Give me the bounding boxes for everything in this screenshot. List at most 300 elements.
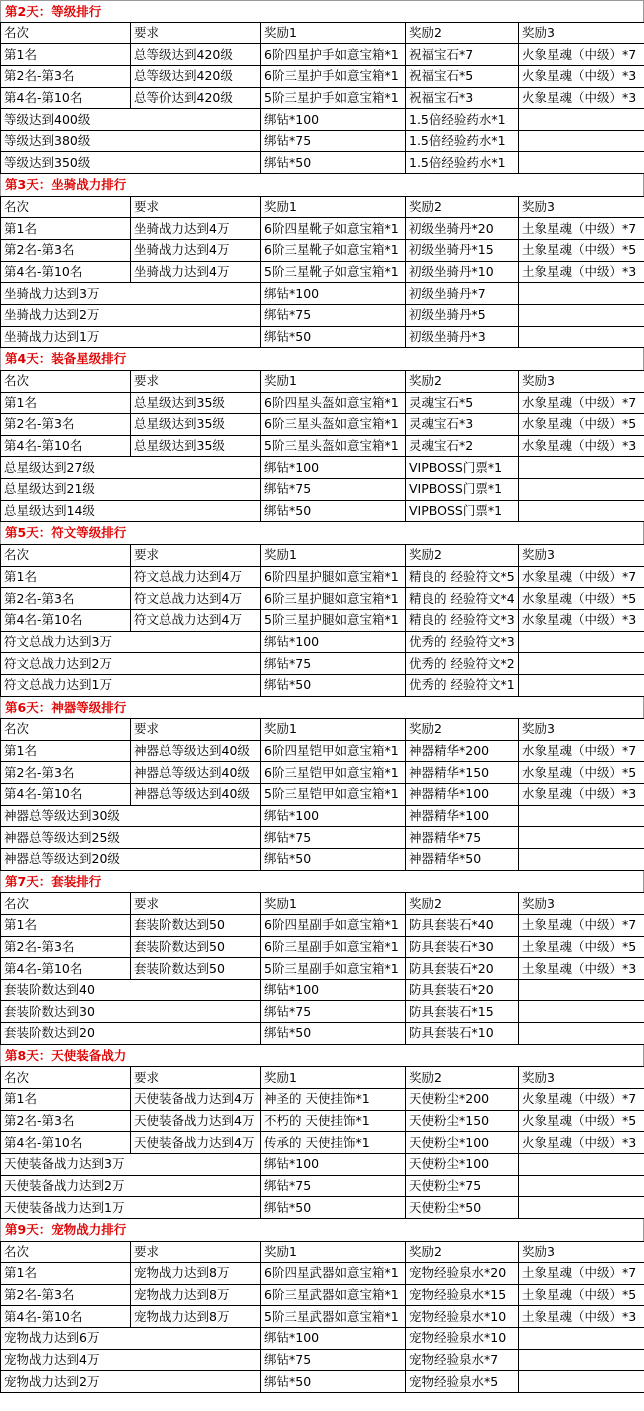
reward2-cell: 宠物经验泉水*5 bbox=[406, 1371, 519, 1393]
reward1-cell: 5阶三星副手如意宝箱*1 bbox=[261, 958, 406, 980]
table-row bbox=[1, 566, 644, 588]
reward2-cell: 初级坐骑丹*20 bbox=[406, 218, 519, 240]
table-row bbox=[1, 1132, 644, 1154]
requirement-cell: 符文总战力达到4万 bbox=[131, 609, 261, 631]
rank-cell: 神器总等级达到30级 bbox=[1, 805, 261, 827]
reward3-cell bbox=[519, 1153, 644, 1175]
table-header-row bbox=[1, 545, 644, 567]
reward1-cell: 绑钻*100 bbox=[261, 1328, 406, 1350]
table-row bbox=[1, 44, 644, 66]
rank-cell: 第2名-第3名 bbox=[1, 762, 131, 784]
reward1-cell: 绑钻*75 bbox=[261, 653, 406, 675]
reward2-cell: 神器精华*75 bbox=[406, 827, 519, 849]
rank-cell: 第4名-第10名 bbox=[1, 1306, 131, 1328]
table-row bbox=[1, 240, 644, 262]
reward1-cell: 绑钻*100 bbox=[261, 109, 406, 131]
requirement-cell: 总星级达到35级 bbox=[131, 414, 261, 436]
reward3-cell: 土象星魂（中级）*5 bbox=[519, 1284, 644, 1306]
table-header-row bbox=[1, 196, 644, 218]
reward2-cell: 防具套装石*20 bbox=[406, 958, 519, 980]
table-row bbox=[1, 457, 644, 479]
table-row bbox=[1, 1153, 644, 1175]
table-row bbox=[1, 283, 644, 305]
rank-cell: 第4名-第10名 bbox=[1, 609, 131, 631]
requirement-cell: 总等级达到420级 bbox=[131, 44, 261, 66]
table-header-row bbox=[1, 1241, 644, 1263]
reward1-cell: 神圣的 天使挂饰*1 bbox=[261, 1089, 406, 1111]
reward3-cell: 土象星魂（中级）*5 bbox=[519, 936, 644, 958]
column-header: 名次 bbox=[1, 1241, 131, 1263]
requirement-cell: 宠物战力达到8万 bbox=[131, 1306, 261, 1328]
reward3-cell: 土象星魂（中级）*3 bbox=[519, 1306, 644, 1328]
requirement-cell: 套装阶数达到50 bbox=[131, 936, 261, 958]
table-row bbox=[1, 65, 644, 87]
column-header: 奖励1 bbox=[261, 893, 406, 915]
reward2-cell: 宠物经验泉水*20 bbox=[406, 1263, 519, 1285]
reward2-cell: 灵魂宝石*2 bbox=[406, 435, 519, 457]
rank-cell: 套装阶数达到30 bbox=[1, 1001, 261, 1023]
rank-cell: 坐骑战力达到3万 bbox=[1, 283, 261, 305]
table-row bbox=[1, 1197, 644, 1219]
table-row bbox=[1, 414, 644, 436]
reward2-cell: 天使粉尘*150 bbox=[406, 1110, 519, 1132]
reward3-cell: 火象星魂（中级）*5 bbox=[519, 1110, 644, 1132]
rank-cell: 第4名-第10名 bbox=[1, 1132, 131, 1154]
requirement-cell: 天使装备战力达到4万 bbox=[131, 1089, 261, 1111]
reward3-cell bbox=[519, 1023, 644, 1045]
section-title: 第2天：等级排行 bbox=[0, 0, 644, 22]
reward2-cell: 祝福宝石*7 bbox=[406, 44, 519, 66]
rank-cell: 第4名-第10名 bbox=[1, 958, 131, 980]
reward3-cell bbox=[519, 283, 644, 305]
reward1-cell: 6阶三星武器如意宝箱*1 bbox=[261, 1284, 406, 1306]
column-header: 奖励1 bbox=[261, 196, 406, 218]
reward1-cell: 绑钻*50 bbox=[261, 674, 406, 696]
reward2-cell: 初级坐骑丹*5 bbox=[406, 304, 519, 326]
column-header: 名次 bbox=[1, 196, 131, 218]
table-row bbox=[1, 979, 644, 1001]
reward3-cell bbox=[519, 1349, 644, 1371]
column-header: 要求 bbox=[131, 893, 261, 915]
rank-cell: 等级达到400级 bbox=[1, 109, 261, 131]
column-header: 奖励2 bbox=[406, 893, 519, 915]
column-header: 名次 bbox=[1, 545, 131, 567]
ranking-table bbox=[0, 1066, 644, 1218]
reward1-cell: 绑钻*75 bbox=[261, 1175, 406, 1197]
column-header: 奖励2 bbox=[406, 196, 519, 218]
table-row bbox=[1, 87, 644, 109]
reward2-cell: 宠物经验泉水*10 bbox=[406, 1328, 519, 1350]
column-header: 要求 bbox=[131, 370, 261, 392]
rank-cell: 总星级达到21级 bbox=[1, 479, 261, 501]
requirement-cell: 总等价达到420级 bbox=[131, 87, 261, 109]
table-row bbox=[1, 130, 644, 152]
reward1-cell: 绑钻*50 bbox=[261, 848, 406, 870]
reward2-cell: 天使粉尘*75 bbox=[406, 1175, 519, 1197]
column-header: 奖励1 bbox=[261, 370, 406, 392]
table-row bbox=[1, 588, 644, 610]
rank-cell: 符文总战力达到2万 bbox=[1, 653, 261, 675]
reward2-cell: 神器精华*150 bbox=[406, 762, 519, 784]
table-row bbox=[1, 1089, 644, 1111]
rank-cell: 第2名-第3名 bbox=[1, 65, 131, 87]
reward1-cell: 6阶三星护腿如意宝箱*1 bbox=[261, 588, 406, 610]
rank-cell: 第1名 bbox=[1, 44, 131, 66]
reward1-cell: 5阶三星护手如意宝箱*1 bbox=[261, 87, 406, 109]
requirement-cell: 宠物战力达到8万 bbox=[131, 1263, 261, 1285]
table-row bbox=[1, 152, 644, 174]
column-header: 要求 bbox=[131, 196, 261, 218]
rank-cell: 第1名 bbox=[1, 1263, 131, 1285]
reward2-cell: 初级坐骑丹*10 bbox=[406, 261, 519, 283]
reward1-cell: 5阶三星武器如意宝箱*1 bbox=[261, 1306, 406, 1328]
column-header: 名次 bbox=[1, 893, 131, 915]
reward3-cell bbox=[519, 326, 644, 348]
reward3-cell: 水象星魂（中级）*3 bbox=[519, 784, 644, 806]
ranking-table bbox=[0, 718, 644, 870]
rank-cell: 天使装备战力达到1万 bbox=[1, 1197, 261, 1219]
rank-cell: 宠物战力达到2万 bbox=[1, 1371, 261, 1393]
reward1-cell: 6阶三星靴子如意宝箱*1 bbox=[261, 240, 406, 262]
rank-cell: 第4名-第10名 bbox=[1, 784, 131, 806]
table-row bbox=[1, 784, 644, 806]
requirement-cell: 天使装备战力达到4万 bbox=[131, 1132, 261, 1154]
column-header: 要求 bbox=[131, 1241, 261, 1263]
column-header: 奖励2 bbox=[406, 370, 519, 392]
reward2-cell: 初级坐骑丹*15 bbox=[406, 240, 519, 262]
rank-cell: 宠物战力达到4万 bbox=[1, 1349, 261, 1371]
reward3-cell: 水象星魂（中级）*7 bbox=[519, 566, 644, 588]
table-header-row bbox=[1, 893, 644, 915]
ranking-table bbox=[0, 196, 644, 348]
section-title: 第8天：天使装备战力 bbox=[0, 1045, 644, 1067]
reward2-cell: 天使粉尘*100 bbox=[406, 1153, 519, 1175]
column-header: 奖励2 bbox=[406, 545, 519, 567]
reward1-cell: 6阶三星头盔如意宝箱*1 bbox=[261, 414, 406, 436]
reward3-cell: 水象星魂（中级）*5 bbox=[519, 414, 644, 436]
reward1-cell: 6阶三星护手如意宝箱*1 bbox=[261, 65, 406, 87]
rank-cell: 第1名 bbox=[1, 914, 131, 936]
table-row bbox=[1, 674, 644, 696]
reward2-cell: 防具套装石*10 bbox=[406, 1023, 519, 1045]
table-row bbox=[1, 609, 644, 631]
table-row bbox=[1, 1306, 644, 1328]
table-row bbox=[1, 304, 644, 326]
table-header-row bbox=[1, 22, 644, 44]
table-row bbox=[1, 1023, 644, 1045]
reward2-cell: 1.5倍经验药水*1 bbox=[406, 152, 519, 174]
reward1-cell: 6阶四星副手如意宝箱*1 bbox=[261, 914, 406, 936]
reward3-cell bbox=[519, 631, 644, 653]
reward3-cell bbox=[519, 827, 644, 849]
reward2-cell: VIPBOSS门票*1 bbox=[406, 457, 519, 479]
reward3-cell bbox=[519, 130, 644, 152]
reward1-cell: 绑钻*75 bbox=[261, 1349, 406, 1371]
reward3-cell bbox=[519, 1175, 644, 1197]
rank-cell: 天使装备战力达到3万 bbox=[1, 1153, 261, 1175]
reward3-cell bbox=[519, 479, 644, 501]
column-header: 奖励3 bbox=[519, 196, 644, 218]
requirement-cell: 天使装备战力达到4万 bbox=[131, 1110, 261, 1132]
requirement-cell: 神器总等级达到40级 bbox=[131, 784, 261, 806]
reward2-cell: 灵魂宝石*3 bbox=[406, 414, 519, 436]
section-title: 第4天：装备星级排行 bbox=[0, 348, 644, 370]
table-row bbox=[1, 218, 644, 240]
reward1-cell: 绑钻*50 bbox=[261, 326, 406, 348]
rank-cell: 第1名 bbox=[1, 218, 131, 240]
reward1-cell: 5阶三星靴子如意宝箱*1 bbox=[261, 261, 406, 283]
reward2-cell: 防具套装石*30 bbox=[406, 936, 519, 958]
column-header: 奖励3 bbox=[519, 545, 644, 567]
table-row bbox=[1, 326, 644, 348]
rank-cell: 第2名-第3名 bbox=[1, 414, 131, 436]
reward3-cell: 土象星魂（中级）*7 bbox=[519, 914, 644, 936]
reward2-cell: 灵魂宝石*5 bbox=[406, 392, 519, 414]
rank-cell: 符文总战力达到1万 bbox=[1, 674, 261, 696]
requirement-cell: 符文总战力达到4万 bbox=[131, 566, 261, 588]
requirement-cell: 神器总等级达到40级 bbox=[131, 740, 261, 762]
rank-cell: 坐骑战力达到2万 bbox=[1, 304, 261, 326]
reward1-cell: 绑钻*100 bbox=[261, 631, 406, 653]
reward3-cell bbox=[519, 109, 644, 131]
reward3-cell: 水象星魂（中级）*5 bbox=[519, 762, 644, 784]
reward2-cell: 精良的 经验符文*4 bbox=[406, 588, 519, 610]
reward2-cell: 优秀的 经验符文*3 bbox=[406, 631, 519, 653]
requirement-cell: 坐骑战力达到4万 bbox=[131, 218, 261, 240]
requirement-cell: 总星级达到35级 bbox=[131, 392, 261, 414]
column-header: 奖励2 bbox=[406, 1067, 519, 1089]
rank-cell: 第4名-第10名 bbox=[1, 87, 131, 109]
reward1-cell: 绑钻*50 bbox=[261, 152, 406, 174]
reward3-cell: 土象星魂（中级）*3 bbox=[519, 958, 644, 980]
column-header: 要求 bbox=[131, 22, 261, 44]
reward3-cell: 土象星魂（中级）*5 bbox=[519, 240, 644, 262]
section-title: 第5天：符文等级排行 bbox=[0, 522, 644, 544]
reward3-cell: 火象星魂（中级）*3 bbox=[519, 65, 644, 87]
reward1-cell: 5阶三星护腿如意宝箱*1 bbox=[261, 609, 406, 631]
table-row bbox=[1, 631, 644, 653]
reward2-cell: 防具套装石*15 bbox=[406, 1001, 519, 1023]
column-header: 奖励2 bbox=[406, 1241, 519, 1263]
requirement-cell: 神器总等级达到40级 bbox=[131, 762, 261, 784]
table-header-row bbox=[1, 719, 644, 741]
reward1-cell: 绑钻*75 bbox=[261, 479, 406, 501]
column-header: 奖励1 bbox=[261, 1067, 406, 1089]
table-header-row bbox=[1, 370, 644, 392]
rank-cell: 第4名-第10名 bbox=[1, 261, 131, 283]
rank-cell: 等级达到380级 bbox=[1, 130, 261, 152]
reward1-cell: 6阶四星铠甲如意宝箱*1 bbox=[261, 740, 406, 762]
rank-cell: 总星级达到27级 bbox=[1, 457, 261, 479]
reward1-cell: 6阶四星护手如意宝箱*1 bbox=[261, 44, 406, 66]
reward3-cell: 水象星魂（中级）*3 bbox=[519, 435, 644, 457]
table-row bbox=[1, 848, 644, 870]
column-header: 奖励1 bbox=[261, 545, 406, 567]
reward2-cell: 优秀的 经验符文*1 bbox=[406, 674, 519, 696]
reward2-cell: 宠物经验泉水*15 bbox=[406, 1284, 519, 1306]
reward3-cell bbox=[519, 152, 644, 174]
table-row bbox=[1, 1263, 644, 1285]
table-row bbox=[1, 392, 644, 414]
column-header: 要求 bbox=[131, 1067, 261, 1089]
reward2-cell: 天使粉尘*50 bbox=[406, 1197, 519, 1219]
column-header: 奖励3 bbox=[519, 1241, 644, 1263]
column-header: 要求 bbox=[131, 719, 261, 741]
column-header: 奖励3 bbox=[519, 1067, 644, 1089]
rank-cell: 神器总等级达到20级 bbox=[1, 848, 261, 870]
reward3-cell bbox=[519, 1197, 644, 1219]
rank-cell: 符文总战力达到3万 bbox=[1, 631, 261, 653]
reward3-cell bbox=[519, 1328, 644, 1350]
reward2-cell: 神器精华*50 bbox=[406, 848, 519, 870]
column-header: 奖励1 bbox=[261, 719, 406, 741]
reward2-cell: 神器精华*200 bbox=[406, 740, 519, 762]
table-row bbox=[1, 653, 644, 675]
reward1-cell: 不朽的 天使挂饰*1 bbox=[261, 1110, 406, 1132]
table-row bbox=[1, 1349, 644, 1371]
table-row bbox=[1, 261, 644, 283]
reward3-cell: 火象星魂（中级）*3 bbox=[519, 1132, 644, 1154]
reward3-cell: 火象星魂（中级）*3 bbox=[519, 87, 644, 109]
reward2-cell: 防具套装石*20 bbox=[406, 979, 519, 1001]
reward1-cell: 绑钻*50 bbox=[261, 1023, 406, 1045]
table-row bbox=[1, 1001, 644, 1023]
column-header: 要求 bbox=[131, 545, 261, 567]
reward1-cell: 绑钻*100 bbox=[261, 979, 406, 1001]
reward3-cell bbox=[519, 457, 644, 479]
reward3-cell bbox=[519, 1371, 644, 1393]
reward2-cell: VIPBOSS门票*1 bbox=[406, 479, 519, 501]
rank-cell: 第4名-第10名 bbox=[1, 435, 131, 457]
reward2-cell: 宠物经验泉水*10 bbox=[406, 1306, 519, 1328]
reward3-cell bbox=[519, 848, 644, 870]
table-row bbox=[1, 109, 644, 131]
column-header: 名次 bbox=[1, 370, 131, 392]
reward2-cell: 天使粉尘*200 bbox=[406, 1089, 519, 1111]
reward3-cell bbox=[519, 653, 644, 675]
ranking-table bbox=[0, 892, 644, 1044]
reward3-cell: 水象星魂（中级）*7 bbox=[519, 740, 644, 762]
reward1-cell: 5阶三星头盔如意宝箱*1 bbox=[261, 435, 406, 457]
reward2-cell: 精良的 经验符文*3 bbox=[406, 609, 519, 631]
rank-cell: 天使装备战力达到2万 bbox=[1, 1175, 261, 1197]
reward1-cell: 6阶三星铠甲如意宝箱*1 bbox=[261, 762, 406, 784]
rank-cell: 第2名-第3名 bbox=[1, 1110, 131, 1132]
requirement-cell: 符文总战力达到4万 bbox=[131, 588, 261, 610]
reward2-cell: VIPBOSS门票*1 bbox=[406, 500, 519, 522]
reward3-cell: 水象星魂（中级）*3 bbox=[519, 609, 644, 631]
reward3-cell bbox=[519, 805, 644, 827]
reward1-cell: 绑钻*75 bbox=[261, 130, 406, 152]
table-row bbox=[1, 1371, 644, 1393]
requirement-cell: 套装阶数达到50 bbox=[131, 958, 261, 980]
table-row bbox=[1, 1175, 644, 1197]
table-row bbox=[1, 435, 644, 457]
section-title: 第6天：神器等级排行 bbox=[0, 697, 644, 719]
reward1-cell: 6阶三星副手如意宝箱*1 bbox=[261, 936, 406, 958]
requirement-cell: 总等级达到420级 bbox=[131, 65, 261, 87]
requirement-cell: 套装阶数达到50 bbox=[131, 914, 261, 936]
reward3-cell: 土象星魂（中级）*7 bbox=[519, 1263, 644, 1285]
reward2-cell: 祝福宝石*5 bbox=[406, 65, 519, 87]
reward1-cell: 绑钻*100 bbox=[261, 457, 406, 479]
reward1-cell: 绑钻*75 bbox=[261, 1001, 406, 1023]
reward3-cell: 水象星魂（中级）*7 bbox=[519, 392, 644, 414]
table-row bbox=[1, 740, 644, 762]
rank-cell: 总星级达到14级 bbox=[1, 500, 261, 522]
ranking-table bbox=[0, 370, 644, 522]
reward3-cell bbox=[519, 979, 644, 1001]
ranking-table bbox=[0, 544, 644, 696]
requirement-cell: 总星级达到35级 bbox=[131, 435, 261, 457]
column-header: 奖励3 bbox=[519, 370, 644, 392]
reward1-cell: 绑钻*100 bbox=[261, 1153, 406, 1175]
reward3-cell bbox=[519, 674, 644, 696]
rank-cell: 坐骑战力达到1万 bbox=[1, 326, 261, 348]
reward1-cell: 绑钻*75 bbox=[261, 304, 406, 326]
rank-cell: 第2名-第3名 bbox=[1, 1284, 131, 1306]
reward1-cell: 绑钻*50 bbox=[261, 1197, 406, 1219]
reward1-cell: 6阶四星护腿如意宝箱*1 bbox=[261, 566, 406, 588]
column-header: 名次 bbox=[1, 1067, 131, 1089]
table-row bbox=[1, 500, 644, 522]
rank-cell: 套装阶数达到20 bbox=[1, 1023, 261, 1045]
table-row bbox=[1, 762, 644, 784]
reward3-cell bbox=[519, 500, 644, 522]
column-header: 名次 bbox=[1, 719, 131, 741]
rank-cell: 第1名 bbox=[1, 740, 131, 762]
reward3-cell: 水象星魂（中级）*5 bbox=[519, 588, 644, 610]
reward3-cell: 土象星魂（中级）*7 bbox=[519, 218, 644, 240]
rank-cell: 第2名-第3名 bbox=[1, 240, 131, 262]
reward1-cell: 绑钻*100 bbox=[261, 805, 406, 827]
table-row bbox=[1, 805, 644, 827]
reward3-cell bbox=[519, 1001, 644, 1023]
table-row bbox=[1, 958, 644, 980]
reward2-cell: 天使粉尘*100 bbox=[406, 1132, 519, 1154]
column-header: 奖励1 bbox=[261, 22, 406, 44]
rank-cell: 套装阶数达到40 bbox=[1, 979, 261, 1001]
table-row bbox=[1, 1284, 644, 1306]
column-header: 奖励3 bbox=[519, 719, 644, 741]
column-header: 奖励2 bbox=[406, 22, 519, 44]
reward2-cell: 初级坐骑丹*7 bbox=[406, 283, 519, 305]
column-header: 奖励1 bbox=[261, 1241, 406, 1263]
section-title: 第7天：套装排行 bbox=[0, 871, 644, 893]
reward1-cell: 绑钻*50 bbox=[261, 500, 406, 522]
reward3-cell: 火象星魂（中级）*7 bbox=[519, 44, 644, 66]
reward2-cell: 防具套装石*40 bbox=[406, 914, 519, 936]
table-row bbox=[1, 827, 644, 849]
reward2-cell: 神器精华*100 bbox=[406, 805, 519, 827]
column-header: 奖励3 bbox=[519, 893, 644, 915]
rank-cell: 等级达到350级 bbox=[1, 152, 261, 174]
reward3-cell: 火象星魂（中级）*7 bbox=[519, 1089, 644, 1111]
column-header: 名次 bbox=[1, 22, 131, 44]
rank-cell: 第1名 bbox=[1, 566, 131, 588]
reward1-cell: 绑钻*50 bbox=[261, 1371, 406, 1393]
reward2-cell: 初级坐骑丹*3 bbox=[406, 326, 519, 348]
reward2-cell: 1.5倍经验药水*1 bbox=[406, 130, 519, 152]
requirement-cell: 宠物战力达到8万 bbox=[131, 1284, 261, 1306]
reward2-cell: 祝福宝石*3 bbox=[406, 87, 519, 109]
reward2-cell: 神器精华*100 bbox=[406, 784, 519, 806]
table-row bbox=[1, 1328, 644, 1350]
reward2-cell: 精良的 经验符文*5 bbox=[406, 566, 519, 588]
reward2-cell: 宠物经验泉水*7 bbox=[406, 1349, 519, 1371]
column-header: 奖励3 bbox=[519, 22, 644, 44]
requirement-cell: 坐骑战力达到4万 bbox=[131, 261, 261, 283]
